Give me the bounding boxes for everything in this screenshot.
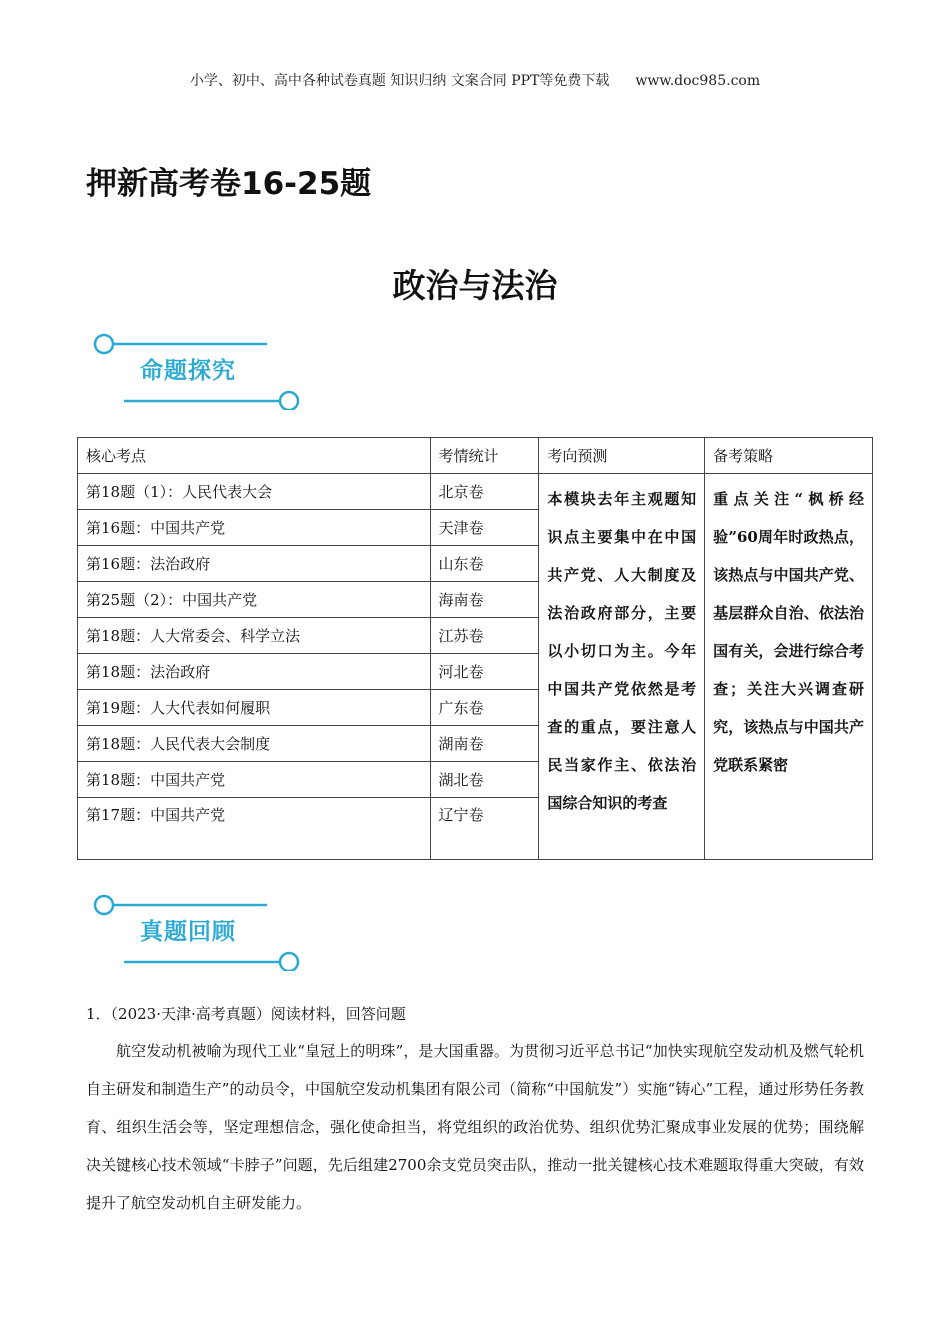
- header-cell: 考情统计: [430, 438, 539, 474]
- topic-cell: 第18题：人民代表大会制度: [78, 726, 431, 762]
- source-cell: 广东卷: [430, 690, 539, 726]
- topic-cell: 第16题：中国共产党: [78, 510, 431, 546]
- prediction-cell: 本模块去年主观题知识点主要集中在中国共产党、人大制度及法治政府部分，主要以小切口为主。今年中国共产党依然是考查的重点，要注意人民当家作主、依法治国综合知识的考查: [539, 474, 705, 860]
- question-label: 1．（2023·天津·高考真题）阅读材料，回答问题: [86, 1005, 406, 1023]
- source-cell: 海南卷: [430, 582, 539, 618]
- header-cell: 核心考点: [78, 438, 431, 474]
- exam-table: [77, 437, 873, 860]
- topic-cell: 第19题：人大代表如何履职: [78, 690, 431, 726]
- badge-label: 真题回顾: [140, 919, 236, 945]
- source-cell: 湖南卷: [430, 726, 539, 762]
- header-cell: 考向预测: [539, 438, 705, 474]
- section-badge-exploration: [92, 328, 302, 410]
- table-header-row: [78, 438, 873, 474]
- topic-cell: 第18题（1）：人民代表大会: [78, 474, 431, 510]
- source-cell: 江苏卷: [430, 618, 539, 654]
- topic-cell: 第18题：中国共产党: [78, 762, 431, 798]
- header-url[interactable]: www.doc985.com: [635, 73, 761, 89]
- source-cell: 河北卷: [430, 654, 539, 690]
- section-badge-review: [92, 889, 302, 971]
- source-cell: 山东卷: [430, 546, 539, 582]
- header-text: 小学、初中、高中各种试卷真题 知识归纳 文案合同 PPT等免费下载: [189, 73, 610, 89]
- badge-label: 命题探究: [140, 358, 236, 384]
- table-row: [78, 474, 873, 510]
- topic-cell: 第25题（2）：中国共产党: [78, 582, 431, 618]
- question-paragraph: 航空发动机被喻为现代工业“皇冠上的明珠”，是大国重器。为贯彻习近平总书记“加快实现航空发动机及燃气轮机自主研发和制造生产”的动员令，中国航空发动机集团有限公司（简称“中国航发”）实施“铸心”工程，通过形势任务教育、组织生活会等，坚定理想信念，强化使命担当，将党组织的政治优势、组织优势汇聚成事业发展的优势；围绕解决关键核心技术领域“卡脖子”问题，先后组建2700余支党员突击队，推动一批关键核心技术难题取得重大突破，有效提升了航空发动机自主研发能力。: [86, 1042, 864, 1212]
- document-title: 押新高考卷16-25题: [86, 166, 372, 202]
- subject-heading: 政治与法治: [392, 266, 558, 305]
- source-cell: 湖北卷: [430, 762, 539, 798]
- topic-cell: 第16题：法治政府: [78, 546, 431, 582]
- source-cell: 天津卷: [430, 510, 539, 546]
- page-header: [0, 70, 950, 90]
- topic-cell: 第18题：法治政府: [78, 654, 431, 690]
- header-cell: 备考策略: [705, 438, 873, 474]
- source-cell: 北京卷: [430, 474, 539, 510]
- topic-cell: 第18题：人大常委会、科学立法: [78, 618, 431, 654]
- strategy-cell: 重点关注“枫桥经验”60周年时政热点，该热点与中国共产党、基层群众自治、依法治国有关，会进行综合考查；关注大兴调查研究，该热点与中国共产党联系紧密: [705, 474, 873, 860]
- topic-cell: 第17题：中国共产党: [78, 798, 431, 860]
- source-cell: 辽宁卷: [430, 798, 539, 860]
